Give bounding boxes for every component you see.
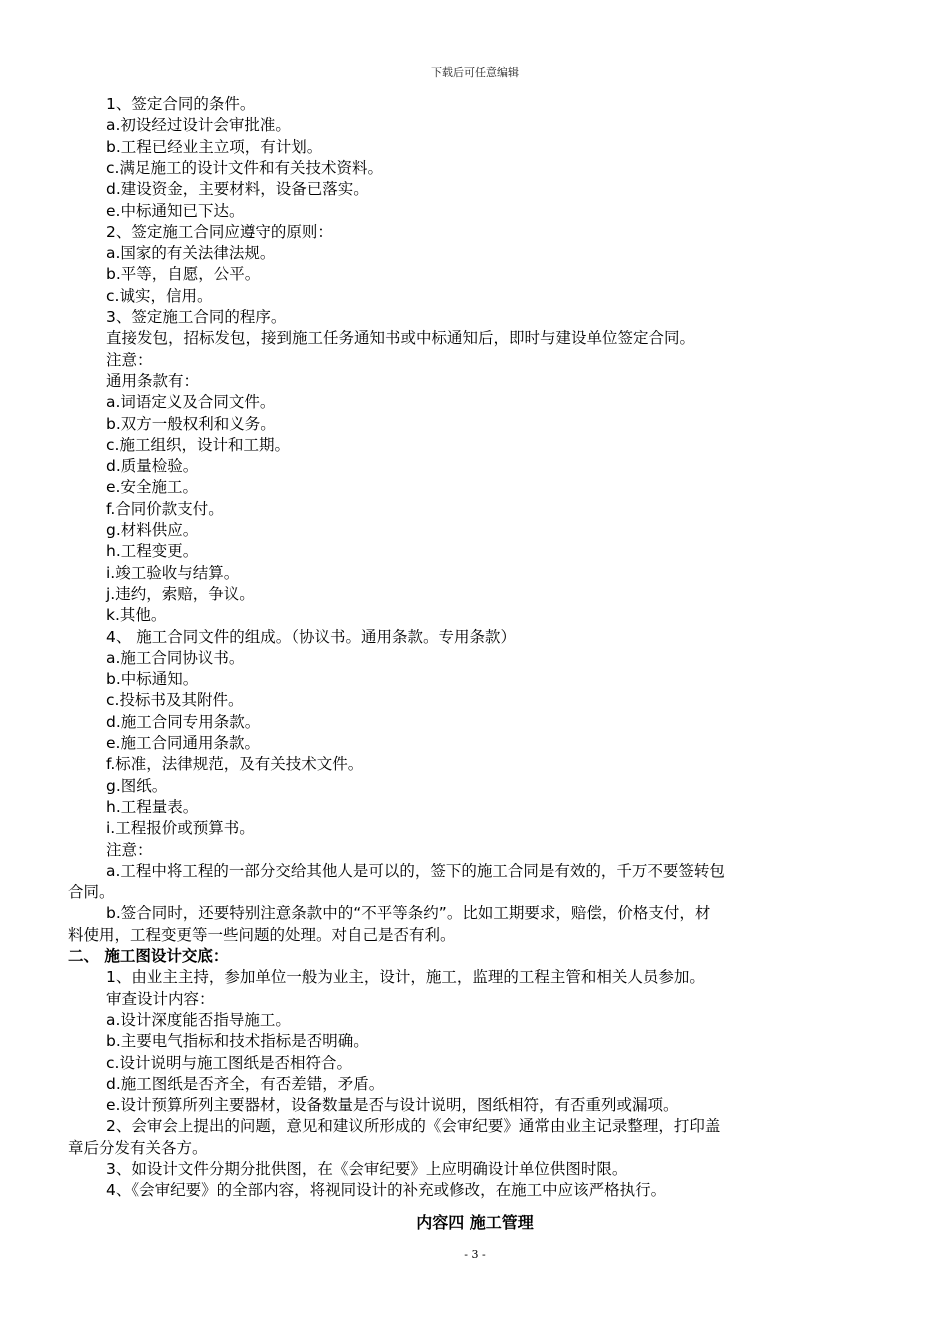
- text-line: b.工程已经业主立项，有计划。: [106, 137, 323, 156]
- text-line: 2、签定施工合同应遵守的原则：: [106, 222, 333, 241]
- text-line: 直接发包，招标发包，接到施工任务通知书或中标通知后，即时与建设单位签定合同。: [106, 329, 696, 348]
- text-line: e.中标通知已下达。: [106, 201, 245, 220]
- text-line: e.施工合同通用条款。: [106, 734, 260, 752]
- text-line: d.建设资金，主要材料，设备已落实。: [106, 180, 369, 199]
- text-line: 1、签定合同的条件。: [106, 95, 256, 113]
- text-line: i.工程报价或预算书。: [106, 819, 255, 838]
- text-line: e.设计预算所列主要器材，设备数量是否与设计说明，图纸相符，有否重列或漏项。: [106, 1096, 679, 1115]
- page-header: 下载后可任意编辑: [431, 66, 519, 79]
- text-line: 注意：: [106, 840, 153, 859]
- text-line: a.设计深度能否指导施工。: [106, 1010, 291, 1029]
- text-line: b.中标通知。: [106, 670, 199, 689]
- text-line: 3、如设计文件分期分批供图，在《会审纪要》上应明确设计单位供图时限。: [106, 1160, 628, 1178]
- text-line: 合同。: [68, 883, 115, 902]
- text-line: 审查设计内容：: [106, 989, 215, 1008]
- text-line: a.施工合同协议书。: [106, 648, 245, 667]
- text-line: g.图纸。: [106, 776, 168, 795]
- text-line: c.投标书及其附件。: [106, 691, 244, 710]
- text-line: 通用条款有：: [106, 371, 200, 390]
- section-title: 内容四 施工管理: [416, 1213, 534, 1232]
- text-line: c.施工组织，设计和工期。: [106, 435, 290, 454]
- text-line: a.词语定义及合同文件。: [106, 393, 276, 412]
- text-line: i.竣工验收与结算。: [106, 563, 240, 582]
- text-line: c.满足施工的设计文件和有关技术资料。: [106, 158, 383, 177]
- text-line: d.施工图纸是否齐全，有否差错，矛盾。: [106, 1074, 385, 1093]
- page-number: - 3 -: [464, 1248, 486, 1261]
- text-line: c.设计说明与施工图纸是否相符合。: [106, 1053, 352, 1072]
- text-line: a.工程中将工程的一部分交给其他人是可以的，签下的施工合同是有效的，千万不要签转包: [106, 861, 725, 880]
- text-line: f.标准，法律规范，及有关技术文件。: [106, 755, 364, 774]
- text-line: c.诚实，信用。: [106, 286, 213, 305]
- text-line: e.安全施工。: [106, 478, 198, 497]
- text-line: k.其他。: [106, 606, 167, 625]
- text-line: 1、由业主主持，参加单位一般为业主，设计，施工，监理的工程主管和相关人员参加。: [106, 968, 705, 987]
- text-line: 料使用，工程变更等一些问题的处理。对自己是否有利。: [68, 925, 456, 944]
- text-line: 4、《会审纪要》的全部内容，将视同设计的补充或修改，在施工中应该严格执行。: [106, 1181, 667, 1200]
- text-line: b.双方一般权利和义务。: [106, 414, 276, 433]
- section-heading: 二、 施工图设计交底：: [68, 947, 229, 965]
- text-line: g.材料供应。: [106, 521, 199, 539]
- text-line: d.质量检验。: [106, 457, 199, 476]
- text-line: 4、 施工合同文件的组成。（协议书。通用条款。专用条款）: [106, 627, 517, 646]
- text-line: f.合同价款支付。: [106, 499, 224, 518]
- text-line: b.主要电气指标和技术指标是否明确。: [106, 1032, 369, 1051]
- text-line: a.初设经过设计会审批准。: [106, 116, 291, 135]
- text-line: b.平等，自愿，公平。: [106, 265, 261, 284]
- text-line: 3、签定施工合同的程序。: [106, 308, 287, 326]
- text-line: a.国家的有关法律法规。: [106, 244, 276, 263]
- text-line: h.工程变更。: [106, 542, 199, 561]
- text-line: h.工程量表。: [106, 797, 199, 816]
- text-line: 章后分发有关各方。: [68, 1138, 208, 1157]
- text-line: 2、会审会上提出的问题，意见和建议所形成的《会审纪要》通常由业主记录整理，打印盖: [106, 1117, 721, 1136]
- text-line: j.违约，索赔，争议。: [106, 584, 255, 603]
- text-line: d.施工合同专用条款。: [106, 712, 261, 731]
- text-line: 注意：: [106, 350, 153, 369]
- text-line: b.签合同时，还要特别注意条款中的“不平等条约”。比如工期要求，赔偿，价格支付，材: [106, 904, 711, 923]
